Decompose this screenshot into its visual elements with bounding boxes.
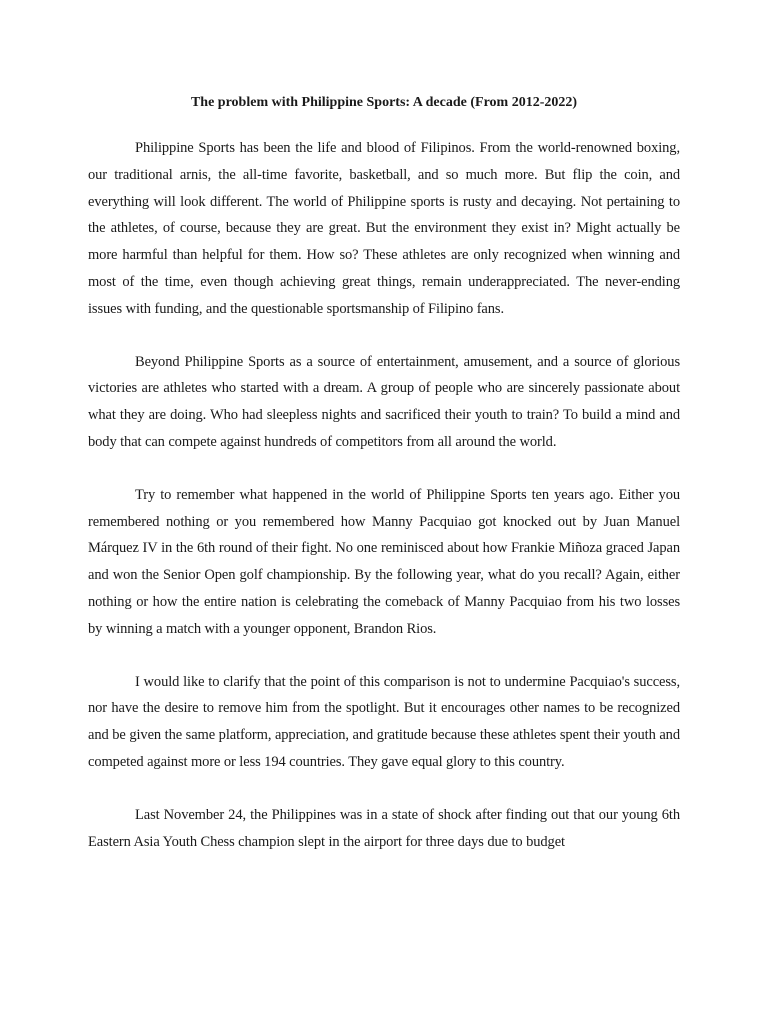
paragraph-4: I would like to clarify that the point of this comparison is not to undermine Pacquiao's success, nor have the desire to remove him from the spotlight. But it encourages other names to be recognized and be given the same platform, appreciation, and gratitude because these athletes spent their youth and competed against more or less 194 countries. They gave equal glory to this country. <box>88 673 680 770</box>
paragraph-1: Philippine Sports has been the life and blood of Filipinos. From the world-renowned boxing, our traditional arnis, the all-time favorite, basketball, and so much more. But flip the coin, and everything will look different. The world of Philippine sports is rusty and decaying. Not pertaining to the athletes, of course, because they are great. But the environment they exist in? Might actually be more harmful than helpful for them. How so? These athletes are only recognized when winning and most of the time, even though achieving great things, remain underappreciated. The never-ending issues with funding, and the questionable sportsmanship of Filipino fans. <box>88 140 680 317</box>
paragraph-3: Try to remember what happened in the world of Philippine Sports ten years ago. Either you remembered nothing or you remembered how Manny Pacquiao got knocked out by Juan Manuel Márquez IV in the 6th round of their fight. No one reminisced about how Frankie Miñoza graced Japan and won the Senior Open golf championship. By the following year, what do you recall? Again, either nothing or how the entire nation is celebrating the comeback of Manny Pacquiao from his two losses by winning a match with a younger opponent, Brandon Rios. <box>88 486 680 637</box>
document-title: The problem with Philippine Sports: A decade (From 2012-2022) <box>190 95 578 110</box>
document-body <box>88 135 680 881</box>
paragraph-2: Beyond Philippine Sports as a source of entertainment, amusement, and a source of glorious victories are athletes who started with a dream. A group of people who are sincerely passionate about what they are doing. Who had sleepless nights and sacrificed their youth to train? To build a mind and body that can compete against hundreds of competitors from all around the world. <box>88 353 680 450</box>
paragraph-5: Last November 24, the Philippines was in a state of shock after finding out that our young 6th Eastern Asia Youth Chess champion slept in the airport for three days due to budget <box>88 806 680 850</box>
